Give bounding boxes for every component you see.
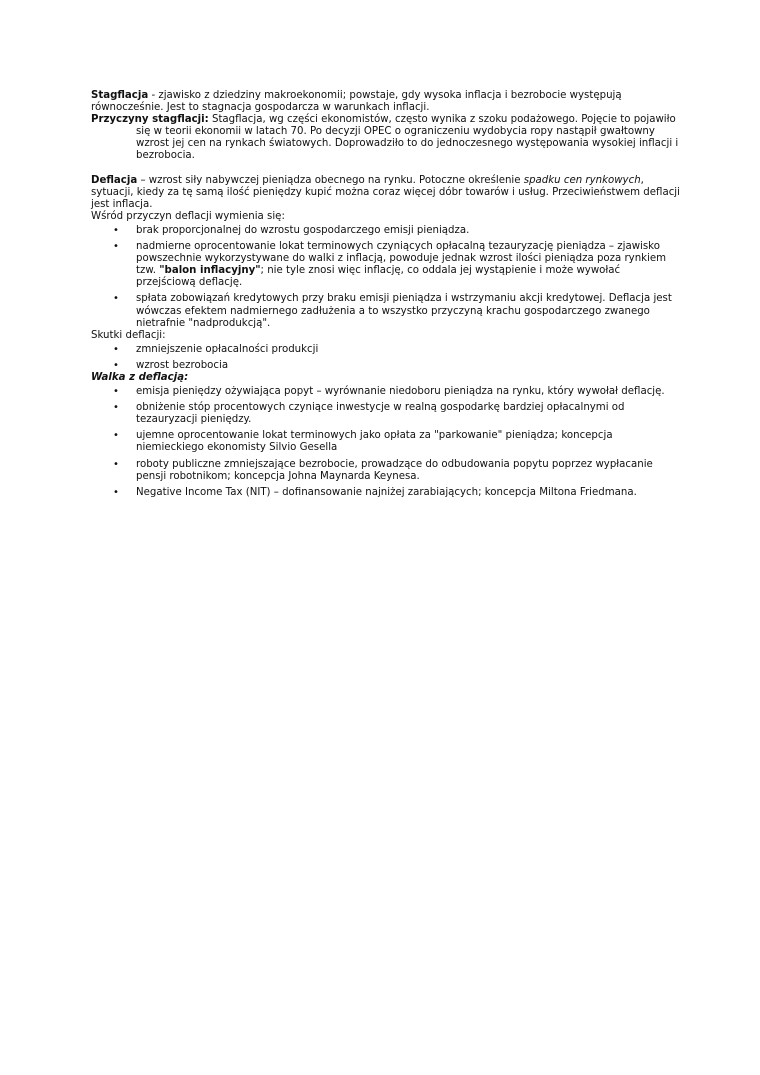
bullet-icon: • (113, 241, 119, 253)
stagflation-causes (91, 114, 681, 162)
list-item (91, 293, 681, 329)
deflation-definition (91, 175, 681, 211)
list-item (91, 241, 681, 289)
list-item-text: zmniejszenie opłacalności produkcji (136, 343, 319, 355)
bullet-icon: • (113, 343, 119, 355)
stagflation-term: Stagflacja (91, 90, 149, 101)
paragraph-spacer (91, 163, 681, 175)
stagflation-definition (91, 90, 681, 114)
list-item-text-2: ; nie tyle znosi więc inflację, co oddala jej wystąpienie i może wywołać przejściową deflację. (136, 265, 621, 289)
list-item-text: roboty publiczne zmniejszające bezrobocie, prowadzące do odbudowania popytu poprzez wypłacanie pensji robotnikom; koncepcja Johna Maynarda Keynesa. (136, 458, 653, 482)
deflation-causes-list (91, 225, 681, 330)
deflation-effects-intro: Skutki deflacji: (91, 329, 166, 341)
list-item (91, 344, 681, 356)
bullet-icon: • (113, 486, 119, 498)
stagflation-causes-term: Przyczyny stagflacji: (91, 114, 209, 126)
list-item (91, 225, 681, 237)
list-item-bold: "balon inflacyjny" (159, 265, 261, 277)
list-item-text: obniżenie stóp procentowych czyniące inwestycje w realną gospodarkę bardziej opłacalnymi od tezauryzacji pieniędzy. (136, 402, 625, 426)
deflation-definition-text-1: – wzrost siły nabywczej pieniądza obecnego na rynku. Potoczne określenie (137, 174, 524, 186)
list-item (91, 487, 681, 499)
bullet-icon: • (113, 224, 119, 236)
stagflation-causes-text: Stagflacja, wg części ekonomistów, często wynika z szoku podażowego. Pojęcie to pojawiło się w teorii ekonomii w latach 70. Po decyzji OPEC o ograniczeniu wydobycia ropy nastąpił gwałtowny wzrost jej cen na rynkach światowych. Doprowadziło to do jednoczesnego występowania wysokiej inflacji i bezrobocia. (136, 114, 679, 162)
bullet-icon: • (113, 402, 119, 414)
bullet-icon: • (113, 430, 119, 442)
list-item-text: wzrost bezrobocia (136, 359, 229, 371)
list-item-text: emisja pieniędzy ożywiająca popyt – wyrównanie niedoboru pieniądza na rynku, który wywołał deflację. (136, 386, 665, 398)
bullet-icon: • (113, 359, 119, 371)
list-item-text-1: nadmierne oprocentowanie lokat terminowych czyniących opłacalną tezauryzację pieniądza – zjawisko powszechnie wykorzystywane do walki z inflacją, powoduje jednak wzrost ilości pieniądza poza rynkiem tzw. (136, 241, 667, 277)
deflation-fight-list (91, 386, 681, 499)
bullet-icon: • (113, 458, 119, 470)
list-item-text: Negative Income Tax (NIT) – dofinansowanie najniżej zarabiających; koncepcja Miltona Friedmana. (136, 486, 637, 498)
deflation-term: Deflacja (91, 174, 138, 186)
deflation-causes-intro: Wśród przyczyn deflacji wymienia się: (91, 210, 285, 222)
deflation-definition-italic: spadku cen rynkowych (523, 174, 641, 186)
list-item-text: ujemne oprocentowanie lokat terminowych jako opłata za "parkowanie" pieniądza; koncepcja niemieckiego ekonomisty Silvio Gesella (136, 430, 613, 454)
list-item (91, 386, 681, 398)
bullet-icon: • (113, 386, 119, 398)
list-item-text: spłata zobowiązań kredytowych przy braku emisji pieniądza i wstrzymaniu akcji kredytowej. Deflacja jest wówczas efektem nadmiernego zadłużenia a to wszystko przyczyną krachu gospodarczego zwanego nietrafnie "nadprodukcją". (136, 293, 672, 329)
deflation-definition-text-2: , sytuacji, kiedy za tę samą ilość pieniędzy kupić można coraz więcej dóbr towarów i usług. Przeciwieństwem deflacji jest inflacja. (91, 174, 680, 210)
list-item (91, 360, 681, 372)
deflation-fight-heading: Walka z deflacją: (91, 371, 189, 383)
list-item-text: brak proporcjonalnej do wzrostu gospodarczego emisji pieniądza. (136, 224, 470, 236)
list-item (91, 430, 681, 454)
document-page (91, 90, 681, 503)
deflation-effects-list (91, 344, 681, 372)
stagflation-definition-text: - zjawisko z dziedziny makroekonomii; powstaje, gdy wysoka inflacja i bezrobocie występują równocześnie. Jest to stagnacja gospodarcza w warunkach inflacji. (91, 90, 622, 114)
list-item (91, 459, 681, 483)
bullet-icon: • (113, 293, 119, 305)
list-item (91, 402, 681, 426)
